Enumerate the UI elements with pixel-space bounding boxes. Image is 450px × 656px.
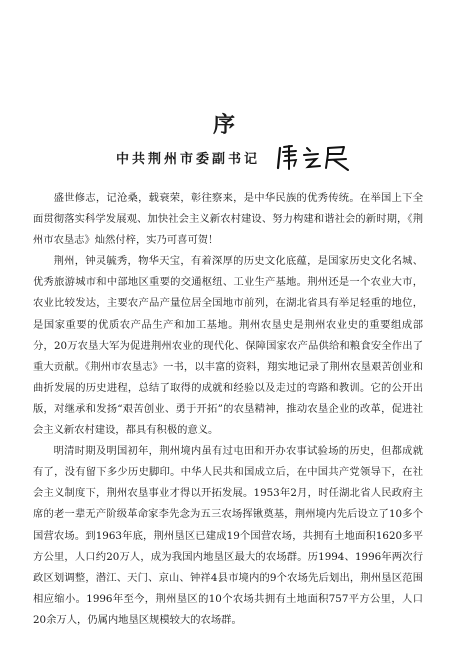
author-byline [60,142,410,172]
preface-body [33,188,423,631]
paragraph: 荆州，钟灵毓秀，物华天宝，有着深厚的历史文化底蕴，是国家历史文化名城、优秀旅游城市和中部地区重要的交通枢纽、工业生产基地。荆州还是一个农业大市，农业比较发达，主要农产品产量位居全国地市前列，在湖北省具有举足轻重的地位，是国家重要的优质农产品生产和加工基地。荆州农垦史是荆州农业史的重要组成部分，20万农垦大军为促进荆州农业的现代化、保障国家农产品供给和粮食安全作出了重大贡献。《荆州市农垦志》一书，以丰富的资料，翔实地记录了荆州农垦艰苦创业和曲折发展的历史进程，总结了取得的成就和经验以及走过的弯路和教训。它的公开出版，对继承和发扬“艰苦创业、勇于开拓”的农垦精神，推动农垦企业的改革，促进社会主义新农村建设，都具有积极的意义。 [33,255,423,437]
paragraph: 明清时期及明国初年，荆州境内虽有过屯田和开办农事试验场的历史，但都成就有了，没有留下多少历史脚印。中华人民共和国成立后，在中国共产党领导下，在社会主义制度下，荆州农垦事业才得以开拓发展。1953年2月，时任湖北省人民政府主席的老一辈无产阶级革命家李先念为五三农场挥锹奠基，荆州境内先后设立了10多个国营农场。到1963年底，荆州垦区已建成19个国营农场，共拥有土地面积1620多平方公里，人口约20万人，成为我国内地垦区最大的农场群。历1994、1996年两次行政区划调整，潜江、天门、京山、钟祥4县市境内的9个农场先后划出，荆州垦区范围相应缩小。1996年至今，荆州垦区的10个农场共拥有土地面积757平方公里，人口20余万人，仍属内地垦区规模较大的农场群。 [33,445,423,626]
author-position: 中共荆州市委副书记 [115,151,260,167]
preface-title: 序 [212,112,237,138]
paragraph: 盛世修志，记沧桑，载衰荣，彰往察来，是中华民族的优秀传统。在举国上下全面贯彻落实科学发展观、加快社会主义新农村建设、努力构建和谐社会的新时期，《荆州市农垦志》灿然付梓，实乃可喜可贺！ [33,192,423,247]
handwritten-signature [274,142,354,172]
